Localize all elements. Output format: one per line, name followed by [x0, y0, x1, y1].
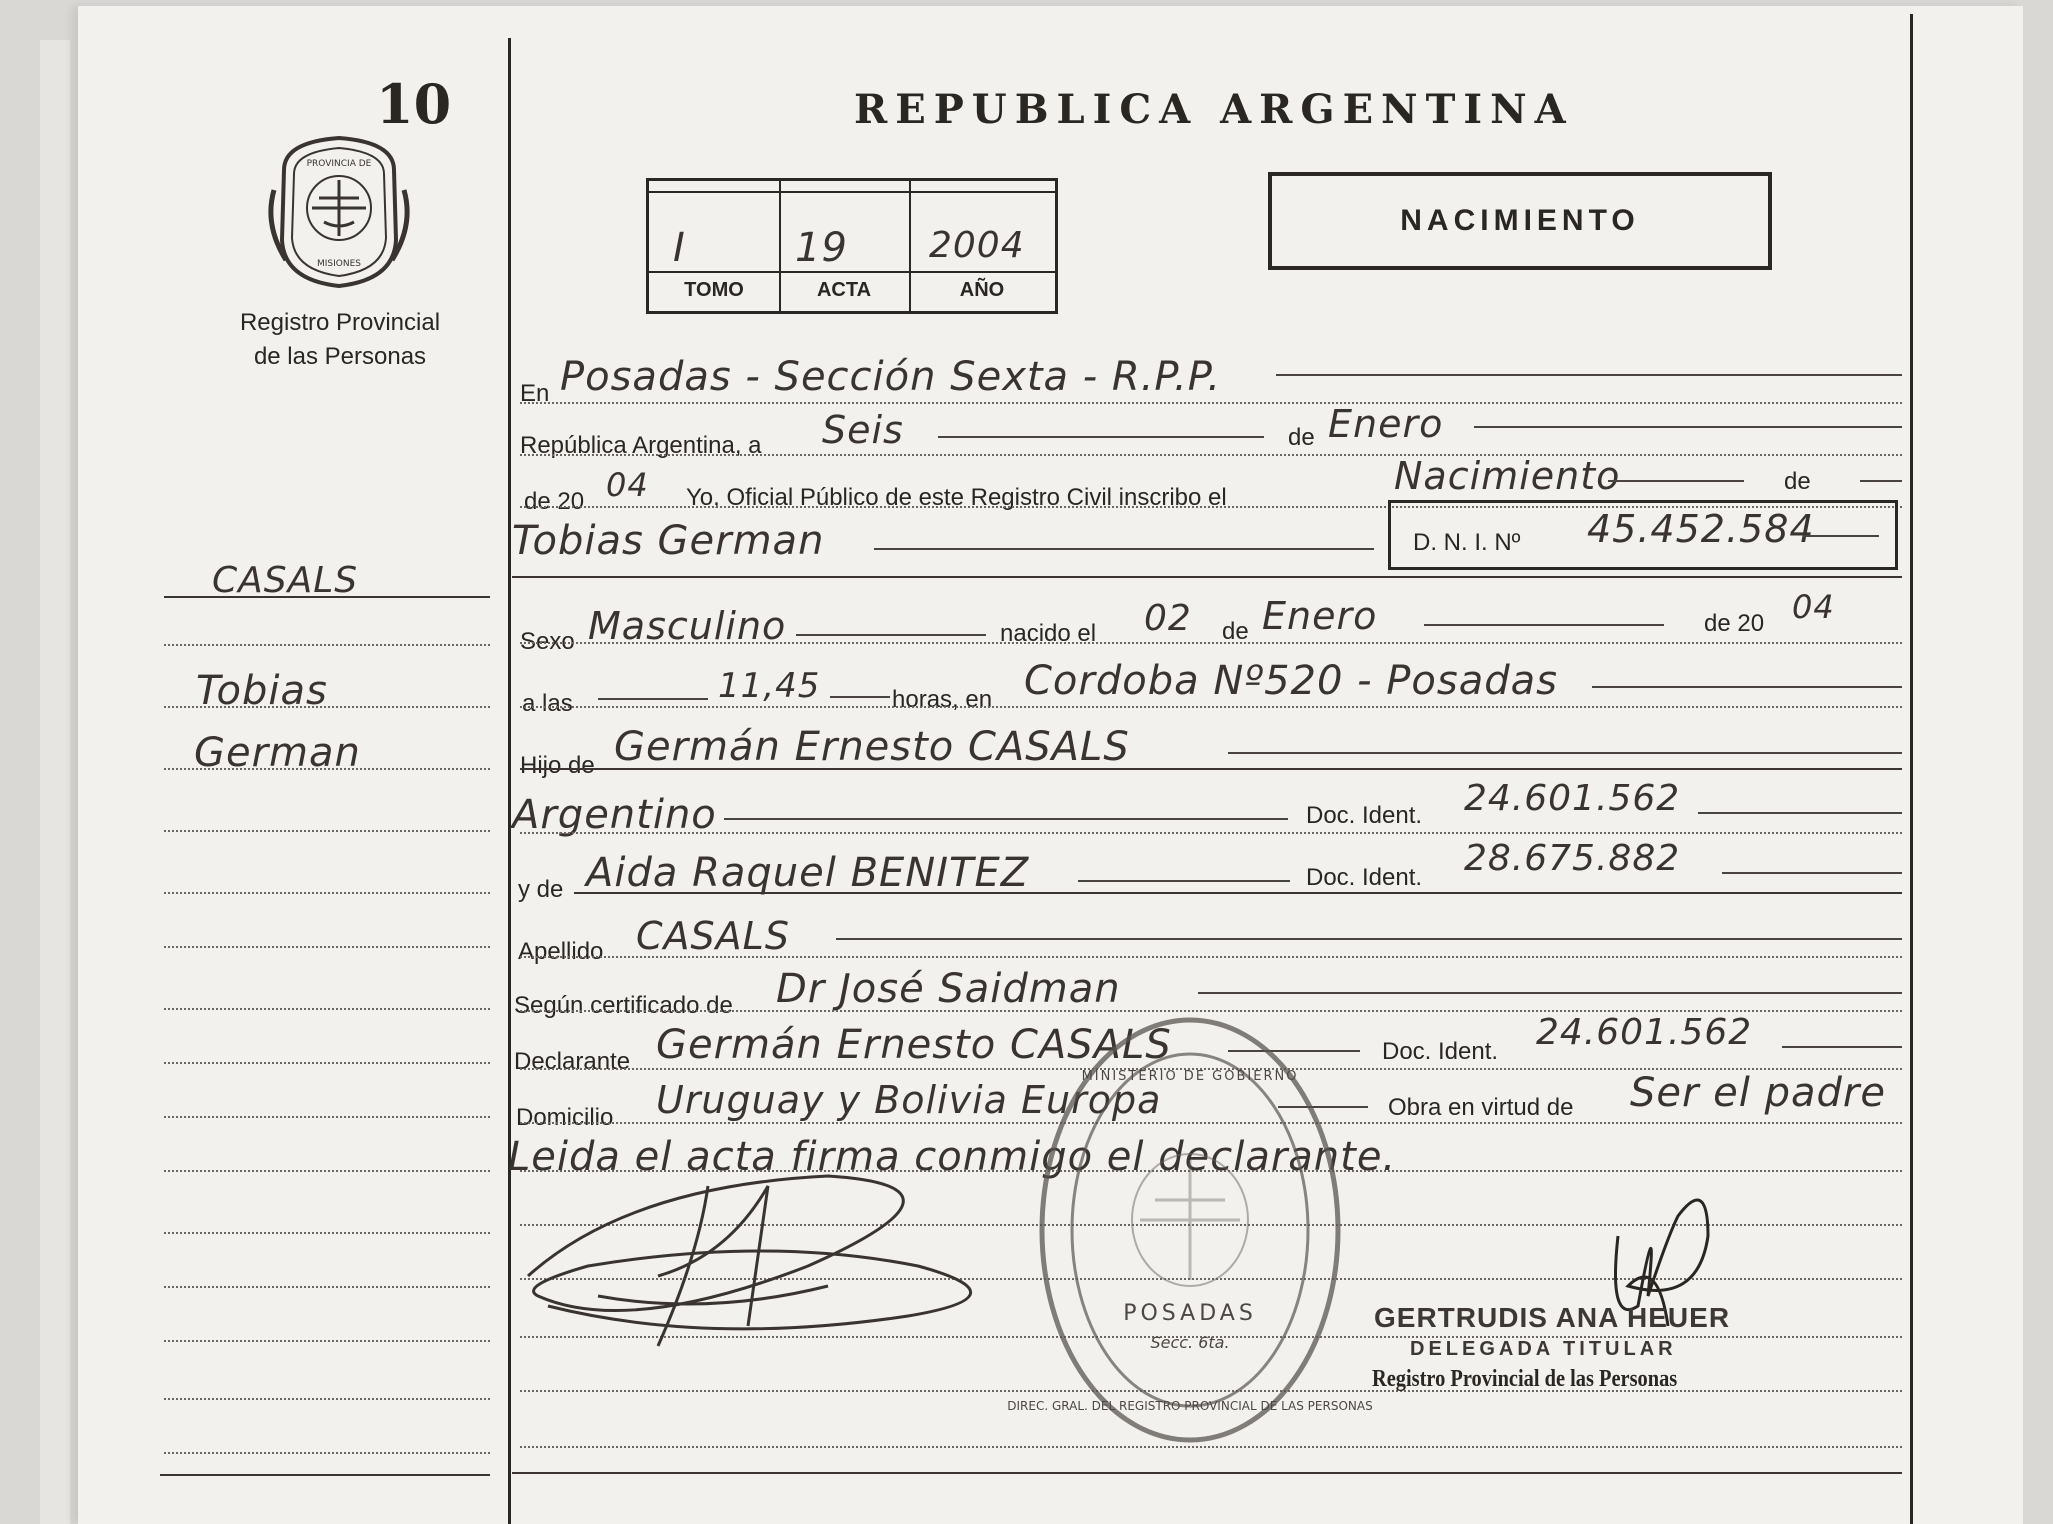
registry-name-line2: de las Personas	[253, 343, 427, 370]
l1-fill	[1276, 374, 1902, 376]
l8-fill	[724, 818, 1288, 820]
l2-label-b: de	[1288, 424, 1315, 451]
previous-page-edge	[40, 40, 70, 1524]
margin-line	[164, 1398, 490, 1400]
dni-label: D. N. I. Nº	[1413, 529, 1521, 556]
l2-value-b: Enero	[1328, 402, 1444, 446]
l6-fill-b	[830, 696, 890, 698]
l7-label: Hijo de	[520, 752, 595, 779]
l3-value-a: 04	[606, 466, 649, 504]
l11-value: Dr José Saidman	[776, 966, 1121, 1012]
l12-doc-label: Doc. Ident.	[1382, 1038, 1499, 1065]
dni-fill	[1803, 535, 1879, 537]
acta-label: ACTA	[816, 279, 872, 301]
l4-value: Tobias German	[512, 518, 825, 564]
form-line	[520, 402, 1902, 404]
margin-line	[164, 706, 490, 708]
official-stamp	[1007, 1010, 1373, 1450]
l12-label: Declarante	[514, 1048, 631, 1075]
margin-line	[164, 644, 490, 646]
margin-line	[164, 1008, 490, 1010]
margin-line	[164, 596, 490, 598]
l8-doc-fill	[1698, 812, 1902, 814]
right-border	[1910, 14, 1913, 1524]
l5-label-a: Sexo	[520, 628, 575, 655]
l11-label: Según certificado de	[514, 992, 733, 1019]
l7-value: Germán Ernesto CASALS	[614, 724, 1130, 770]
l9-value: Aida Raquel BENITEZ	[586, 850, 1030, 896]
record-number-box	[646, 178, 1058, 314]
l11-fill	[1198, 992, 1902, 994]
l5-value-a: Masculino	[588, 604, 787, 648]
l10-label: Apellido	[518, 938, 604, 965]
l8-value: Argentino	[512, 792, 717, 838]
l6-fill-a	[598, 698, 708, 700]
officer-office: Registro Provincial de las Personas	[1372, 1366, 1678, 1392]
l8-doc-value: 24.601.562	[1464, 778, 1681, 819]
l10-value: CASALS	[636, 914, 790, 958]
form-line	[520, 706, 1902, 708]
margin-line	[164, 892, 490, 894]
margin-line	[164, 830, 490, 832]
margin-name2: German	[194, 730, 361, 776]
l6-label-b: horas, en	[892, 686, 993, 713]
margin-bottom-rule	[160, 1474, 490, 1476]
l13-value-b: Ser el padre	[1630, 1070, 1886, 1116]
ano-label: AÑO	[959, 279, 1005, 301]
form-line	[574, 892, 1902, 894]
officer-title: DELEGADA TITULAR	[1410, 1338, 1677, 1360]
l8-doc-label: Doc. Ident.	[1306, 802, 1423, 829]
l9-doc-fill	[1722, 872, 1902, 874]
l12-doc-value: 24.601.562	[1536, 1012, 1753, 1053]
l5-value-d: 04	[1792, 588, 1835, 626]
l9-fill	[1078, 880, 1290, 882]
stamp-section: Secc. 6ta.	[1150, 1333, 1230, 1352]
coat-of-arms-text-top: PROVINCIA DE	[306, 159, 372, 169]
birth-certificate-page	[78, 6, 2023, 1524]
l3-label-b: Yo, Oficial Público de este Registro Civil inscribo el	[686, 484, 1227, 511]
margin-line	[164, 768, 490, 770]
l9-label: y de	[518, 876, 564, 903]
registry-name-line1: Registro Provincial	[239, 309, 441, 336]
l5-value-b: 02	[1144, 598, 1192, 639]
l10-fill	[836, 938, 1902, 940]
officer-name: GERTRUDIS ANA HEUER	[1374, 1302, 1731, 1333]
tomo-label: TOMO	[684, 279, 744, 301]
l3-fill-end	[1860, 480, 1902, 482]
l6-fill-c	[1592, 686, 1902, 688]
l9-doc-label: Doc. Ident.	[1306, 864, 1423, 891]
l5-fill-a	[796, 634, 986, 636]
stamp-ring-text: DIREC. GRAL. DEL REGISTRO PROVINCIAL DE LAS PERSONAS	[1007, 1399, 1373, 1413]
margin-name1: Tobias	[196, 668, 328, 714]
coat-of-arms-text-bottom: MISIONES	[316, 259, 362, 269]
margin-line	[164, 1340, 490, 1342]
acta-value: 19	[795, 225, 848, 271]
l2-value-a: Seis	[822, 408, 904, 452]
l2-fill-b	[1474, 426, 1902, 428]
l3-value-b: Nacimiento	[1394, 454, 1621, 498]
stamp-city: POSADAS	[1123, 1301, 1257, 1326]
margin-line	[164, 1232, 490, 1234]
margin-line	[164, 1170, 490, 1172]
l13-value-a: Uruguay y Bolivia Europa	[656, 1078, 1162, 1122]
margin-line	[164, 946, 490, 948]
l1-value: Posadas - Sección Sexta - R.P.P.	[560, 354, 1222, 400]
l9-doc-value: 28.675.882	[1464, 838, 1681, 879]
stamp-inner-text: MINISTERIO DE GOBIERNO	[1081, 1069, 1299, 1084]
l6-value-b: Cordoba Nº520 - Posadas	[1024, 658, 1558, 704]
l5-label-d: de 20	[1704, 610, 1765, 637]
l13-label-b: Obra en virtud de	[1388, 1094, 1574, 1121]
provincial-coat-of-arms	[264, 130, 414, 290]
dni-value: 45.452.584	[1587, 507, 1815, 551]
page-title: REPUBLICA ARGENTINA	[854, 86, 1574, 133]
form-line	[520, 454, 1902, 456]
l2-label-a: República Argentina, a	[520, 432, 762, 459]
l5-label-b: nacido el	[1000, 620, 1097, 647]
l3-fill	[1608, 480, 1744, 482]
form-line	[520, 642, 1902, 644]
registry-name	[220, 306, 460, 374]
l6-label-a: a las	[522, 690, 573, 717]
l6-value-a: 11,45	[718, 666, 821, 706]
section-rule	[512, 576, 1902, 578]
l14-value: Leida el acta firma conmigo el declarante.	[508, 1134, 1397, 1180]
l13-label-a: Domicilio	[516, 1104, 614, 1131]
l3-label-a: de 20	[524, 488, 585, 515]
ano-value: 2004	[929, 225, 1025, 266]
declarant-signature	[508, 1146, 1068, 1386]
l5-label-c: de	[1222, 618, 1249, 645]
margin-line	[164, 1286, 490, 1288]
tomo-value: I	[673, 225, 686, 271]
margin-line	[164, 1452, 490, 1454]
page-number: 10	[376, 72, 452, 136]
record-type-box	[1268, 172, 1772, 270]
margin-surname: CASALS	[212, 560, 359, 601]
l12-doc-fill	[1782, 1046, 1902, 1048]
record-type: NACIMIENTO	[1400, 204, 1640, 237]
l1-label: En	[520, 380, 550, 407]
form-line	[520, 832, 1902, 834]
form-line	[520, 956, 1902, 958]
l7-fill	[1228, 752, 1902, 754]
l2-fill-a	[938, 436, 1264, 438]
margin-line	[164, 1116, 490, 1118]
form-line	[520, 768, 1902, 770]
l3-label-c: de	[1784, 468, 1811, 495]
l5-fill-c	[1424, 624, 1664, 626]
l5-value-c: Enero	[1262, 594, 1378, 638]
l4-fill	[874, 548, 1374, 550]
dni-box	[1388, 500, 1898, 570]
l12-value: Germán Ernesto CASALS	[656, 1022, 1172, 1068]
form-bottom-rule	[512, 1472, 1902, 1474]
margin-line	[164, 1062, 490, 1064]
